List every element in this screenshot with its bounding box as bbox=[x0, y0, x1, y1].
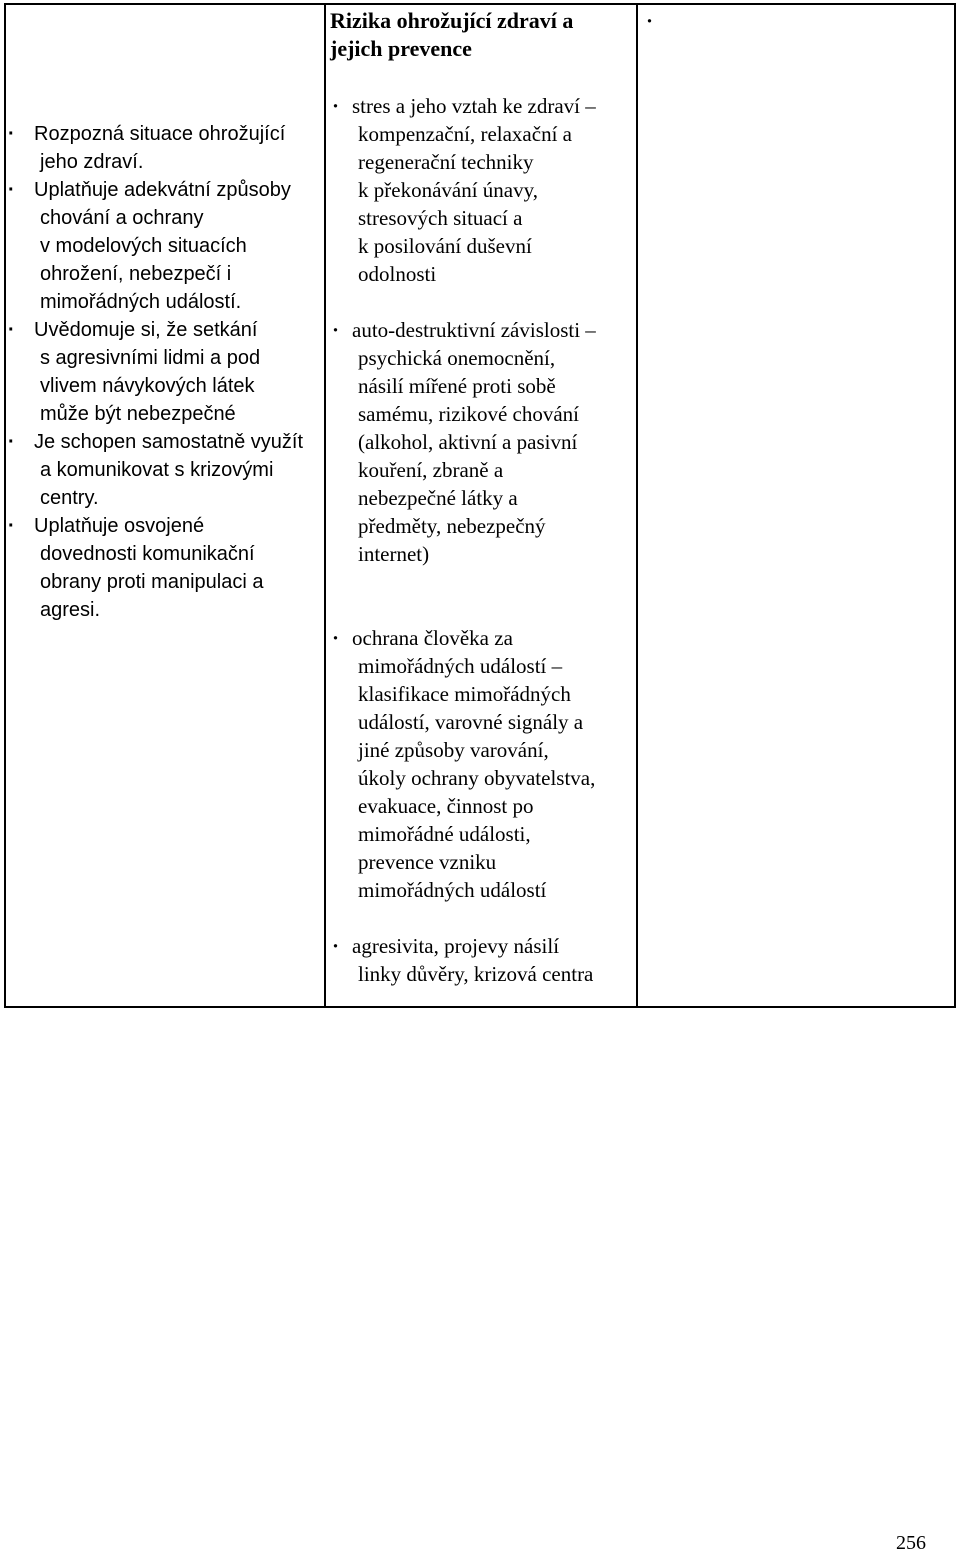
list-item-text bbox=[352, 316, 632, 568]
bullet-point: · bbox=[332, 626, 340, 650]
list-item-text bbox=[34, 428, 320, 512]
list-item-line: klasifikace mimořádných bbox=[358, 682, 571, 706]
list-item-line: stresových situací a bbox=[358, 206, 523, 230]
list-item-line: mimořádných událostí bbox=[358, 878, 547, 902]
bullet-point: · bbox=[8, 319, 15, 341]
list-item bbox=[332, 624, 632, 904]
list-item bbox=[8, 176, 320, 316]
list-item-line: předměty, nebezpečný bbox=[358, 514, 546, 538]
page-number: 256 bbox=[896, 1532, 926, 1554]
list-item-line: úkoly ochrany obyvatelstva, bbox=[358, 766, 596, 790]
list-item-line: odolnosti bbox=[358, 262, 437, 286]
list-item bbox=[8, 512, 320, 624]
list-item-line: mimořádných událostí – bbox=[358, 654, 563, 678]
list-item-line: a komunikovat s krizovými bbox=[40, 459, 274, 481]
bullet-point: · bbox=[332, 318, 340, 342]
list-item-text bbox=[34, 512, 320, 624]
list-item-text bbox=[34, 120, 320, 176]
list-item-line: nebezpečné látky a bbox=[358, 486, 518, 510]
list-item bbox=[8, 428, 320, 512]
list-item-line: jeho zdraví. bbox=[40, 151, 144, 173]
list-item-line: kompenzační, relaxační a bbox=[358, 122, 572, 146]
list-item-line: vlivem návykových látek bbox=[40, 375, 255, 397]
list-item-line: Uplatňuje osvojené bbox=[34, 515, 205, 537]
list-item-line: Rozpozná situace ohrožující bbox=[34, 123, 286, 145]
topics-column bbox=[326, 5, 636, 1006]
list-item-line: samému, rizikové chování bbox=[358, 402, 580, 426]
bullet-point: · bbox=[8, 515, 15, 537]
list-item-line: mimořádných událostí. bbox=[40, 291, 242, 313]
list-item-line: obrany proti manipulaci a bbox=[40, 571, 264, 593]
list-item-line: chování a ochrany bbox=[40, 207, 204, 229]
list-item-line: linky důvěry, krizová centra bbox=[358, 962, 594, 986]
list-item-line: k překonávání únavy, bbox=[358, 178, 538, 202]
list-item-line: událostí, varovné signály a bbox=[358, 710, 584, 734]
list-item-line: ochrana člověka za bbox=[352, 626, 513, 650]
list-item-text bbox=[352, 932, 632, 988]
list-item-text bbox=[352, 92, 632, 288]
list-item-line: může být nebezpečné bbox=[40, 403, 236, 425]
list-item bbox=[332, 316, 632, 568]
list-item-line: k posilování duševní bbox=[358, 234, 532, 258]
list-item-text bbox=[352, 624, 632, 904]
list-item-line: prevence vzniku bbox=[358, 850, 497, 874]
bullet-point: · bbox=[8, 123, 15, 145]
list-item-line: evakuace, činnost po bbox=[358, 794, 534, 818]
list-item-text bbox=[34, 316, 320, 428]
list-item-line: násilí mířené proti sobě bbox=[358, 374, 556, 398]
bullet-point: · bbox=[8, 431, 15, 453]
list-item-text bbox=[34, 176, 320, 316]
list-item-line: Uvědomuje si, že setkání bbox=[34, 319, 258, 341]
list-item-line: ohrožení, nebezpečí i bbox=[40, 263, 232, 285]
list-item-line: mimořádné události, bbox=[358, 822, 531, 846]
list-item-line: (alkohol, aktivní a pasivní bbox=[358, 430, 578, 454]
list-item-line: internet) bbox=[358, 542, 430, 566]
list-item-line: centry. bbox=[40, 487, 99, 509]
outcomes-list bbox=[8, 120, 320, 624]
list-item-line: stres a jeho vztah ke zdraví – bbox=[352, 94, 596, 118]
notes-column bbox=[638, 5, 956, 1006]
bullet-point: · bbox=[332, 94, 340, 118]
list-item-line: auto-destruktivní závislosti – bbox=[352, 318, 596, 342]
list-item-line: dovednosti komunikační bbox=[40, 543, 255, 565]
list-item-line: Uplatňuje adekvátní způsoby bbox=[34, 179, 291, 201]
notes-bullet: · bbox=[646, 9, 654, 33]
list-item-line: agresi. bbox=[40, 599, 101, 621]
curriculum-table bbox=[4, 3, 956, 1008]
bullet-point: · bbox=[332, 934, 340, 958]
list-item-line: regenerační techniky bbox=[358, 150, 534, 174]
list-item bbox=[8, 316, 320, 428]
list-item bbox=[332, 932, 632, 988]
list-item bbox=[8, 120, 320, 176]
topics-list bbox=[332, 92, 632, 988]
topic-title: Rizika ohrožující zdraví a jejich prevence bbox=[330, 8, 574, 61]
list-item-line: jiné způsoby varování, bbox=[358, 738, 549, 762]
list-item-line: s agresivními lidmi a pod bbox=[40, 347, 261, 369]
outcomes-column bbox=[6, 5, 324, 1006]
list-item-line: v modelových situacích bbox=[40, 235, 247, 257]
list-item-line: Je schopen samostatně využít bbox=[34, 431, 304, 453]
list-item-line: psychická onemocnění, bbox=[358, 346, 556, 370]
list-item-line: agresivita, projevy násilí bbox=[352, 934, 560, 958]
list-item-line: kouření, zbraně a bbox=[358, 458, 504, 482]
list-item bbox=[332, 92, 632, 288]
bullet-point: · bbox=[8, 179, 15, 201]
